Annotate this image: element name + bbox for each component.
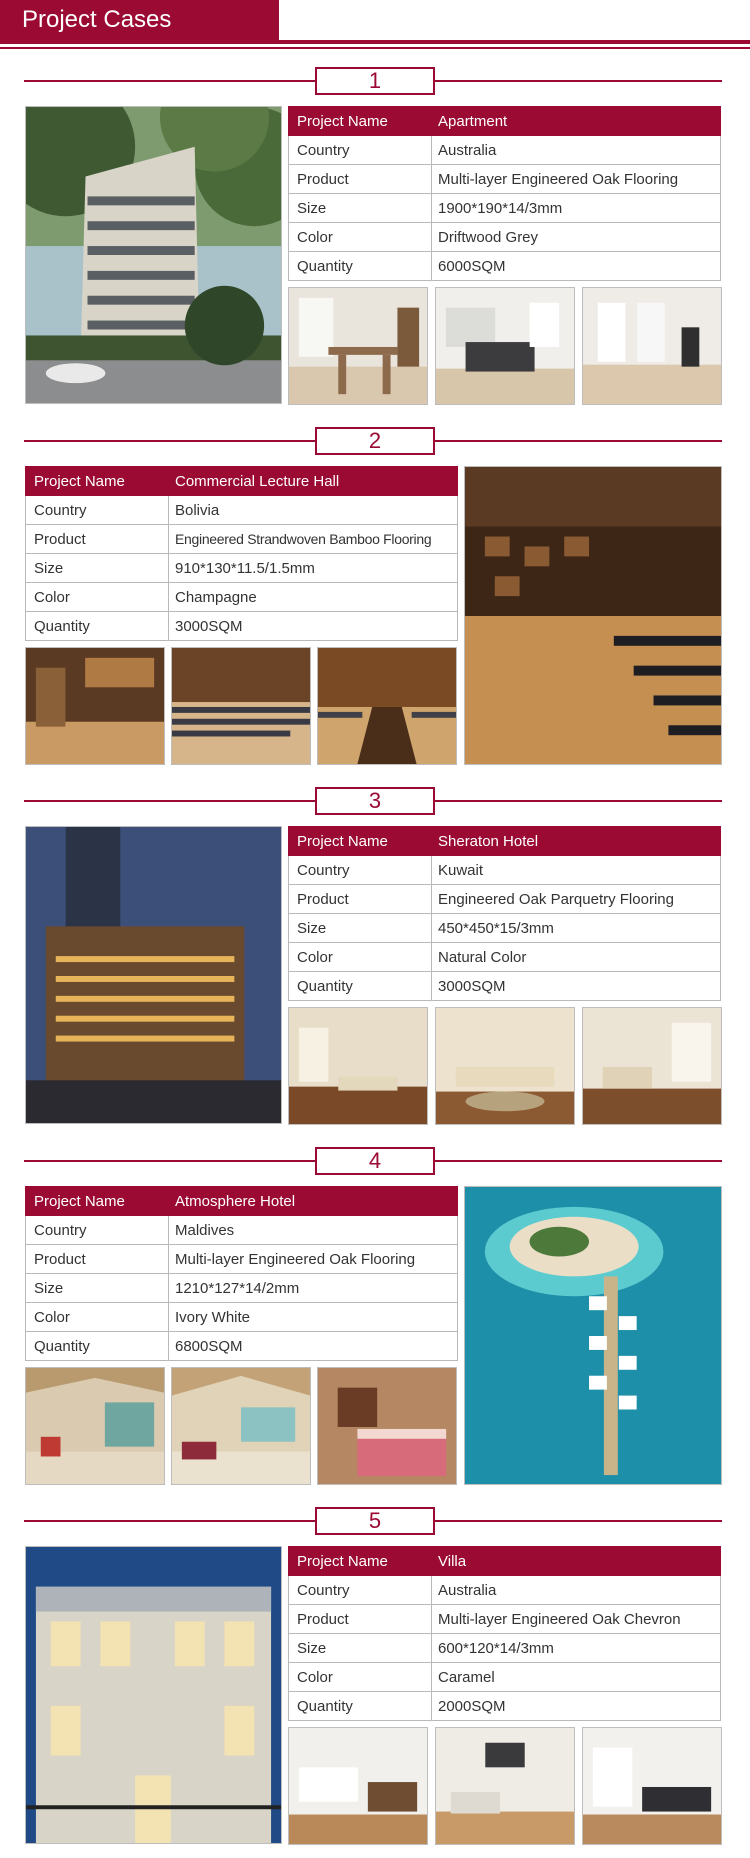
hotel-lounge-photo	[288, 1007, 428, 1125]
label-size: Size	[26, 554, 169, 583]
label-size: Size	[289, 1634, 432, 1663]
villa-kitchen-photo	[288, 1727, 428, 1845]
label-project-name: Project Name	[26, 1187, 169, 1216]
label-country: Country	[26, 496, 169, 525]
label-color: Color	[26, 583, 169, 612]
value-country: Maldives	[169, 1216, 458, 1245]
value-project-name: Sheraton Hotel	[432, 827, 721, 856]
value-project-name: Villa	[432, 1547, 721, 1576]
project-case-5	[0, 1507, 750, 1852]
value-quantity: 6800SQM	[169, 1332, 458, 1361]
label-country: Country	[26, 1216, 169, 1245]
header-divider-thin	[0, 47, 750, 49]
value-country: Bolivia	[169, 496, 458, 525]
label-size: Size	[26, 1274, 169, 1303]
living-room-photo	[582, 287, 722, 405]
lecture-hall-seating-photo	[171, 647, 311, 765]
value-quantity: 2000SQM	[432, 1692, 721, 1721]
project-info-table	[25, 466, 458, 641]
hotel-salon-photo	[435, 1007, 575, 1125]
case-number: 3	[315, 787, 435, 815]
label-color: Color	[26, 1303, 169, 1332]
label-product: Product	[289, 1605, 432, 1634]
header-divider	[0, 40, 750, 44]
value-color: Driftwood Grey	[432, 223, 721, 252]
case-number: 2	[315, 427, 435, 455]
value-project-name: Apartment	[432, 107, 721, 136]
resort-bedroom-photo	[317, 1367, 457, 1485]
value-quantity: 6000SQM	[432, 252, 721, 281]
label-product: Product	[26, 1245, 169, 1274]
island-resort-aerial-photo	[464, 1186, 722, 1485]
label-color: Color	[289, 223, 432, 252]
villa-living-photo	[435, 1727, 575, 1845]
lecture-hall-corridor-photo	[25, 647, 165, 765]
project-info-table	[288, 826, 721, 1001]
label-quantity: Quantity	[289, 252, 432, 281]
value-color: Champagne	[169, 583, 458, 612]
value-color: Ivory White	[169, 1303, 458, 1332]
value-size: 910*130*11.5/1.5mm	[169, 554, 458, 583]
label-quantity: Quantity	[289, 972, 432, 1001]
value-product: Engineered Strandwoven Bamboo Flooring	[169, 525, 458, 554]
project-case-1	[0, 67, 750, 412]
label-quantity: Quantity	[26, 612, 169, 641]
label-country: Country	[289, 136, 432, 165]
value-product: Engineered Oak Parquetry Flooring	[432, 885, 721, 914]
value-project-name: Atmosphere Hotel	[169, 1187, 458, 1216]
label-project-name: Project Name	[289, 107, 432, 136]
value-country: Kuwait	[432, 856, 721, 885]
label-quantity: Quantity	[26, 1332, 169, 1361]
value-project-name: Commercial Lecture Hall	[169, 467, 458, 496]
value-product: Multi-layer Engineered Oak Flooring	[432, 165, 721, 194]
resort-villa-photo	[25, 1367, 165, 1485]
label-color: Color	[289, 943, 432, 972]
label-project-name: Project Name	[289, 827, 432, 856]
value-size: 1210*127*14/2mm	[169, 1274, 458, 1303]
case-number: 5	[315, 1507, 435, 1535]
value-size: 1900*190*14/3mm	[432, 194, 721, 223]
label-product: Product	[26, 525, 169, 554]
value-product: Multi-layer Engineered Oak Flooring	[169, 1245, 458, 1274]
value-size: 450*450*15/3mm	[432, 914, 721, 943]
value-product: Multi-layer Engineered Oak Chevron	[432, 1605, 721, 1634]
lecture-hall-interior-photo	[464, 466, 722, 765]
value-size: 600*120*14/3mm	[432, 1634, 721, 1663]
villa-facade-photo	[25, 1546, 282, 1844]
resort-suite-photo	[171, 1367, 311, 1485]
label-product: Product	[289, 885, 432, 914]
case-number: 4	[315, 1147, 435, 1175]
label-quantity: Quantity	[289, 1692, 432, 1721]
dining-room-photo	[288, 287, 428, 405]
label-size: Size	[289, 914, 432, 943]
project-info-table	[25, 1186, 458, 1361]
sheraton-hotel-photo	[25, 826, 282, 1124]
label-project-name: Project Name	[289, 1547, 432, 1576]
lecture-hall-aisle-photo	[317, 647, 457, 765]
label-country: Country	[289, 856, 432, 885]
label-product: Product	[289, 165, 432, 194]
project-info-table	[288, 1546, 721, 1721]
value-country: Australia	[432, 1576, 721, 1605]
project-info-table	[288, 106, 721, 281]
page-title: Project Cases	[0, 0, 279, 40]
page-header	[0, 0, 750, 46]
case-number: 1	[315, 67, 435, 95]
value-quantity: 3000SQM	[432, 972, 721, 1001]
label-country: Country	[289, 1576, 432, 1605]
label-color: Color	[289, 1663, 432, 1692]
hotel-reading-room-photo	[582, 1007, 722, 1125]
villa-dining-kitchen-photo	[582, 1727, 722, 1845]
kitchen-photo	[435, 287, 575, 405]
value-color: Caramel	[432, 1663, 721, 1692]
apartment-building-photo	[25, 106, 282, 404]
project-case-2	[0, 427, 750, 772]
label-project-name: Project Name	[26, 467, 169, 496]
project-case-3	[0, 787, 750, 1132]
value-quantity: 3000SQM	[169, 612, 458, 641]
project-case-4	[0, 1147, 750, 1492]
value-country: Australia	[432, 136, 721, 165]
label-size: Size	[289, 194, 432, 223]
value-color: Natural Color	[432, 943, 721, 972]
